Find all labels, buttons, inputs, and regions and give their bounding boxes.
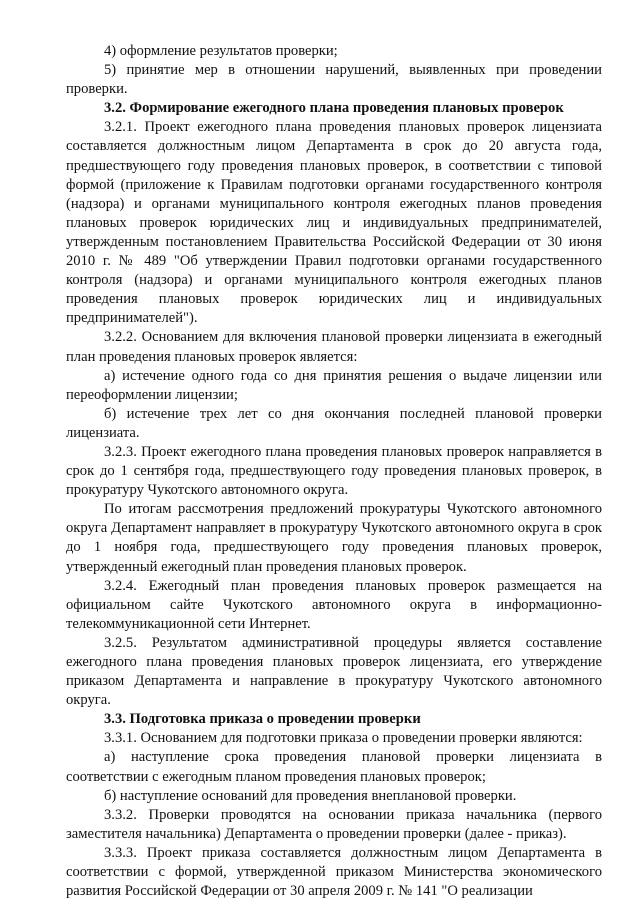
section-heading-3-3: 3.3. Подготовка приказа о проведении проверки [104,711,421,728]
paragraph-3-3-2: 3.3.2. Проверки проводятся на основании приказа начальника (первого заместителя начальника) Департамента о проведении проверки (далее - приказ). [66,806,602,842]
list-item-a: а) истечение одного года со дня принятия решения о выдаче лицензии или переоформлении лицензии; [66,367,602,403]
paragraph-3-2-3: 3.2.3. Проект ежегодного плана проведения плановых проверок направляется в срок до 1 сентября года, предшествующего году проведения плановых проверок, в прокуратуру Чукотского автономного округа. [66,443,602,499]
document-page [66,42,602,901]
section-heading-3-2: 3.2. Формирование ежегодного плана проведения плановых проверок [104,100,564,117]
paragraph-3-3-1: 3.3.1. Основанием для подготовки приказа о проведении проверки являются: [104,730,583,747]
list-item-4: 4) оформление результатов проверки; [104,43,338,59]
paragraph-3-2-1: 3.2.1. Проект ежегодного плана проведения плановых проверок лицензиата составляется должностным лицом Департамента в срок до 20 августа года, предшествующего году проведения плановых проверок, в соответствии с типовой формой (приложение к Правилам подготовки органами государственного контроля (надзора) и органами муниципального контроля ежегодных планов проведения плановых проверок юридических лиц и индивидуальных предпринимателей, утвержденным постановлением Правительства Российской Федерации от 30 июня 2010 г. № 489 "Об утверждении Правил подготовки органами государственного контроля (надзора) и органами муниципального контроля ежегодных планов проведения плановых проверок юридических лиц и индивидуальных предпринимателей"). [66,119,602,327]
paragraph-results: По итогам рассмотрения предложений прокуратуры Чукотского автономного округа Департамент направляет в прокуратуру Чукотского автономного округа в срок до 1 ноября года, предшествующего году проведения плановых проверок, утвержденный ежегодный план проведения плановых проверок. [66,501,602,575]
paragraph-3-2-2: 3.2.2. Основанием для включения плановой проверки лицензиата в ежегодный план проведения плановых проверок является: [66,329,602,365]
paragraph-3-2-5: 3.2.5. Результатом административной процедуры является составление ежегодного плана проведения плановых проверок лицензиата, его утверждение приказом Департамента и направление в прокуратуру Чукотского автономного округа. [66,634,602,709]
paragraph-3-3-3: 3.3.3. Проект приказа составляется должностным лицом Департамента в соответствии с формой, утвержденной приказом Министерства экономического развития Российской Федерации от 30 апреля 2009 г. № 141 "О реализации [66,844,602,900]
list-item-b: б) истечение трех лет со дня окончания последней плановой проверки лицензиата. [66,405,602,441]
paragraph-3-2-4: 3.2.4. Ежегодный план проведения плановых проверок размещается на официальном сайте Чукотского автономного округа в информационно-телекоммуникационной сети Интернет. [66,577,602,632]
list-item-b-2: б) наступление оснований для проведения внеплановой проверки. [104,787,517,804]
list-item-5: 5) принятие мер в отношении нарушений, выявленных при проведении проверки. [66,62,602,98]
list-item-a-2: а) наступление срока проведения плановой проверки лицензиата в соответствии с ежегодным планом проведения плановых проверок; [66,749,602,785]
